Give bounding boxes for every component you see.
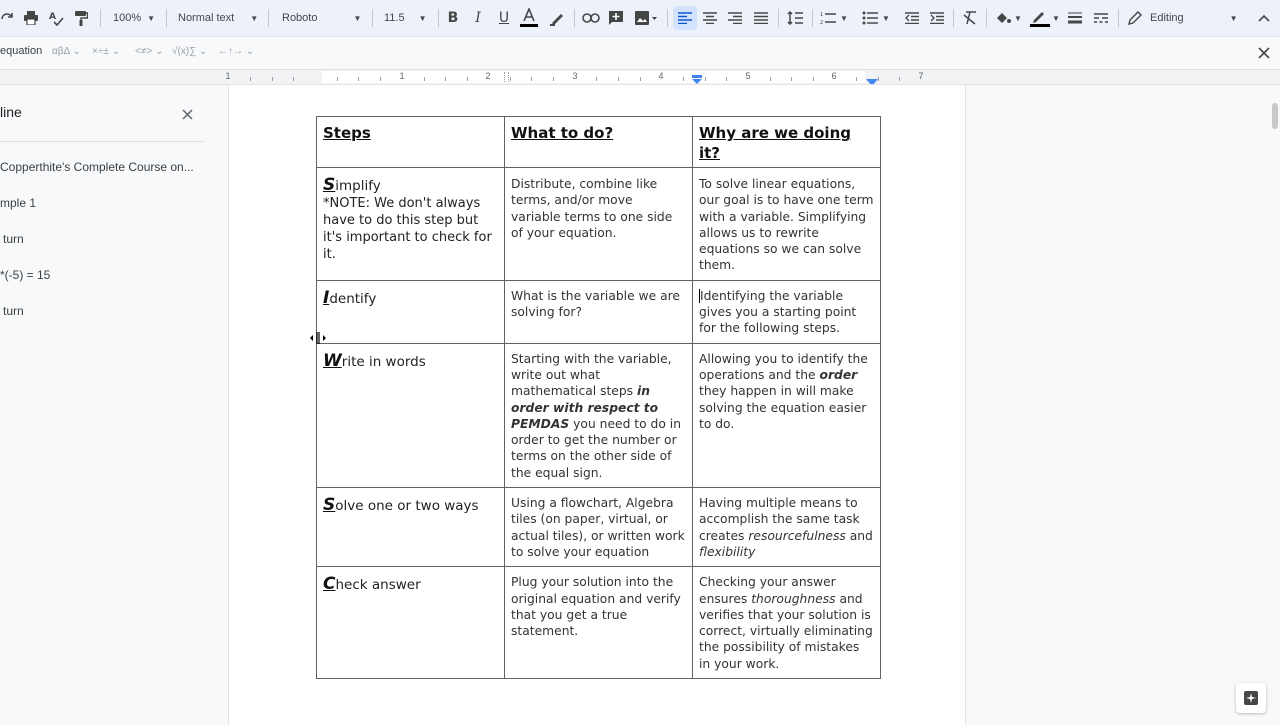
step-name: dentify	[329, 290, 377, 307]
step-letter: I	[323, 287, 330, 308]
ruler-number: 1	[225, 71, 231, 81]
font-size-select[interactable]	[378, 6, 434, 30]
outline-heading-item[interactable]: turn	[3, 232, 24, 246]
increase-indent-icon[interactable]	[928, 6, 946, 30]
outline-heading-item[interactable]: Copperthite's Complete Course on...	[0, 160, 194, 174]
what-cell[interactable]: Using a flowchart, Algebra tiles (on paper, virtual, or actual tiles), or written work to solve your equation	[505, 488, 693, 567]
why-text: and	[845, 528, 873, 543]
math-operations-menu[interactable]: √(x)∑ ⌄	[172, 46, 208, 57]
what-cell[interactable]: What is the variable we are solving for?	[505, 280, 693, 343]
chevron-down-icon: ▼	[418, 13, 427, 23]
italic-icon[interactable]: I	[475, 10, 481, 26]
relations-menu[interactable]: <≠> ⌄	[135, 46, 164, 57]
svg-text:1: 1	[820, 12, 824, 18]
svg-text:2: 2	[820, 20, 824, 25]
chevron-down-icon: ▼	[1014, 13, 1022, 23]
equation-toolbar	[0, 37, 1280, 70]
document-outline-panel	[0, 85, 228, 720]
table-header-row	[317, 117, 881, 168]
bulleted-list-icon[interactable]	[862, 6, 898, 30]
table-row	[317, 280, 881, 343]
chevron-down-icon: ▼	[353, 13, 362, 23]
why-text: Allowing you to identify the operations and the	[699, 351, 868, 382]
underline-icon[interactable]: U	[498, 10, 510, 26]
table-row	[317, 168, 881, 281]
horizontal-ruler	[0, 70, 1280, 85]
add-comment-icon[interactable]	[607, 6, 625, 30]
arrows-menu[interactable]: ←↑→ ⌄	[218, 46, 255, 57]
relations-label: <≠>	[135, 46, 153, 57]
step-letter: C	[323, 574, 336, 595]
why-text: they happen in will make solving the equation easier to do.	[699, 384, 867, 431]
chevron-down-icon: ▼	[250, 13, 259, 23]
cell-background-icon[interactable]	[994, 6, 1026, 30]
ruler-number: 6	[831, 71, 837, 81]
greek-letters-label: αβΔ	[52, 46, 70, 57]
resize-cursor-icon	[310, 331, 326, 349]
highlight-icon[interactable]	[548, 6, 566, 30]
ruler-number: 4	[658, 71, 664, 81]
why-emphasis: thoroughness	[751, 591, 836, 606]
font-size-value: 11.5	[384, 12, 405, 24]
math-operations-label: √(x)∑	[172, 46, 197, 57]
step-cell[interactable]	[317, 488, 505, 567]
chevron-down-icon: ▼	[840, 13, 848, 23]
step-letter: S	[323, 175, 336, 195]
steps-table[interactable]	[316, 116, 881, 679]
align-right-icon[interactable]	[726, 6, 744, 30]
sparkle-icon	[1243, 690, 1259, 706]
align-left-icon[interactable]	[673, 6, 697, 30]
insert-image-icon[interactable]	[632, 6, 660, 30]
why-cell[interactable]	[693, 488, 881, 567]
editing-mode-select[interactable]	[1128, 6, 1246, 30]
step-note: *NOTE: We don't always have to do this step but it's important to check for it.	[323, 196, 492, 262]
font-select[interactable]	[276, 6, 366, 30]
why-emphasis: order	[819, 367, 858, 382]
chevron-down-icon: ▼	[882, 13, 890, 23]
step-name: heck answer	[335, 577, 421, 594]
header-why[interactable]: Why are we doing it?	[693, 117, 881, 168]
step-letter: S	[323, 495, 336, 516]
why-cell[interactable]	[693, 343, 881, 487]
step-cell[interactable]	[317, 567, 505, 679]
step-cell[interactable]	[317, 168, 505, 281]
close-equation-bar-icon[interactable]	[1258, 46, 1270, 64]
explore-button[interactable]	[1236, 683, 1266, 713]
greek-letters-menu[interactable]: αβΔ ⌄	[52, 46, 81, 57]
font-value: Roboto	[282, 12, 318, 24]
border-width-icon[interactable]	[1066, 6, 1084, 30]
what-text: Starting with the variable, write out what mathematical steps	[511, 351, 672, 399]
step-cell[interactable]	[317, 343, 505, 487]
header-what[interactable]: What to do?	[505, 117, 693, 168]
step-name: implify	[335, 178, 381, 194]
close-outline-icon[interactable]	[182, 107, 193, 125]
why-emphasis: resourcefulness	[748, 528, 846, 543]
header-steps[interactable]: Steps	[317, 117, 505, 168]
chevron-down-icon: ▼	[147, 13, 156, 23]
why-text: and verifies that your solution is correct, virtually eliminating the possibility of mistakes in your work.	[699, 591, 873, 671]
equation-label: equation	[0, 45, 43, 57]
paint-format-icon[interactable]	[72, 6, 90, 30]
bold-icon[interactable]: B	[447, 10, 459, 26]
pencil-icon	[1128, 11, 1142, 25]
editing-mode-value: Editing	[1150, 12, 1184, 24]
what-cell[interactable]: Distribute, combine like terms, and/or move variable terms to one side of your equation.	[505, 168, 693, 281]
step-cell[interactable]	[317, 280, 505, 343]
spellcheck-icon[interactable]	[47, 6, 65, 30]
vertical-scrollbar[interactable]	[1272, 103, 1278, 129]
paragraph-style-select[interactable]	[172, 6, 262, 30]
align-center-icon[interactable]	[701, 6, 719, 30]
why-text: Having multiple means to accomplish the same task creates	[699, 496, 860, 543]
table-row	[317, 567, 881, 679]
outline-heading-item[interactable]: turn	[3, 304, 24, 318]
ruler-number: 2	[485, 71, 491, 81]
ruler-number: 3	[572, 71, 578, 81]
line-spacing-icon[interactable]	[785, 6, 805, 30]
what-cell[interactable]: Plug your solution into the original equation and verify that you get a true statement.	[505, 567, 693, 679]
ruler-number: 1	[399, 71, 405, 81]
paragraph-style-value: Normal text	[178, 12, 235, 24]
why-text: Checking your answer ensures	[699, 575, 836, 606]
step-name: rite in words	[341, 353, 426, 370]
outline-heading-item[interactable]: mple 1	[0, 196, 37, 210]
decrease-indent-icon[interactable]	[903, 6, 921, 30]
step-name: olve one or two ways	[335, 498, 479, 515]
justify-icon[interactable]	[752, 6, 770, 30]
chevron-down-icon: ▼	[1052, 13, 1060, 23]
misc-operations-menu[interactable]: ×÷± ⌄	[92, 46, 120, 57]
misc-operations-label: ×÷±	[92, 46, 109, 57]
table-row	[317, 488, 881, 567]
svg-text:A: A	[49, 12, 56, 22]
what-text: you need to do in order to get the number or terms on the other side of the equal sign.	[511, 416, 681, 480]
ruler-number: 5	[745, 71, 751, 81]
main-toolbar	[0, 0, 1280, 37]
document-page[interactable]	[229, 85, 965, 725]
why-cell[interactable]	[693, 567, 881, 679]
collapse-toolbar-icon[interactable]	[1256, 6, 1272, 30]
table-row	[317, 343, 881, 487]
numbered-list-icon[interactable]	[820, 6, 856, 30]
border-color-icon[interactable]	[1030, 6, 1062, 30]
what-emphasis: in order with respect to PEMDAS	[511, 384, 659, 431]
what-cell[interactable]	[505, 343, 693, 487]
zoom-value: 100%	[112, 12, 142, 24]
column-divider-handle[interactable]	[504, 72, 509, 82]
border-dash-icon[interactable]	[1092, 6, 1110, 30]
text-color-icon[interactable]	[518, 6, 540, 30]
ruler-number: 7	[918, 71, 924, 81]
why-cell[interactable]: To solve linear equations, our goal is to have one term with a variable. Simplifying allows us to rewrite equations so we can solve them.	[693, 168, 881, 281]
step-letter: W	[323, 350, 342, 371]
outline-heading-item[interactable]: *(-5) = 15	[0, 268, 51, 282]
outline-title: line	[0, 104, 22, 120]
link-icon[interactable]	[582, 6, 600, 30]
chevron-down-icon: ▼	[1229, 13, 1238, 23]
print-icon[interactable]	[22, 6, 40, 30]
redo-icon[interactable]	[0, 6, 14, 30]
arrows-label: ←↑→	[218, 46, 243, 57]
zoom-select[interactable]	[108, 6, 160, 30]
why-emphasis: flexibility	[699, 544, 756, 559]
why-text: Identifying the variable gives you a starting point for the following steps.	[699, 288, 857, 336]
clear-formatting-icon[interactable]	[961, 6, 979, 30]
why-cell[interactable]	[693, 280, 881, 343]
